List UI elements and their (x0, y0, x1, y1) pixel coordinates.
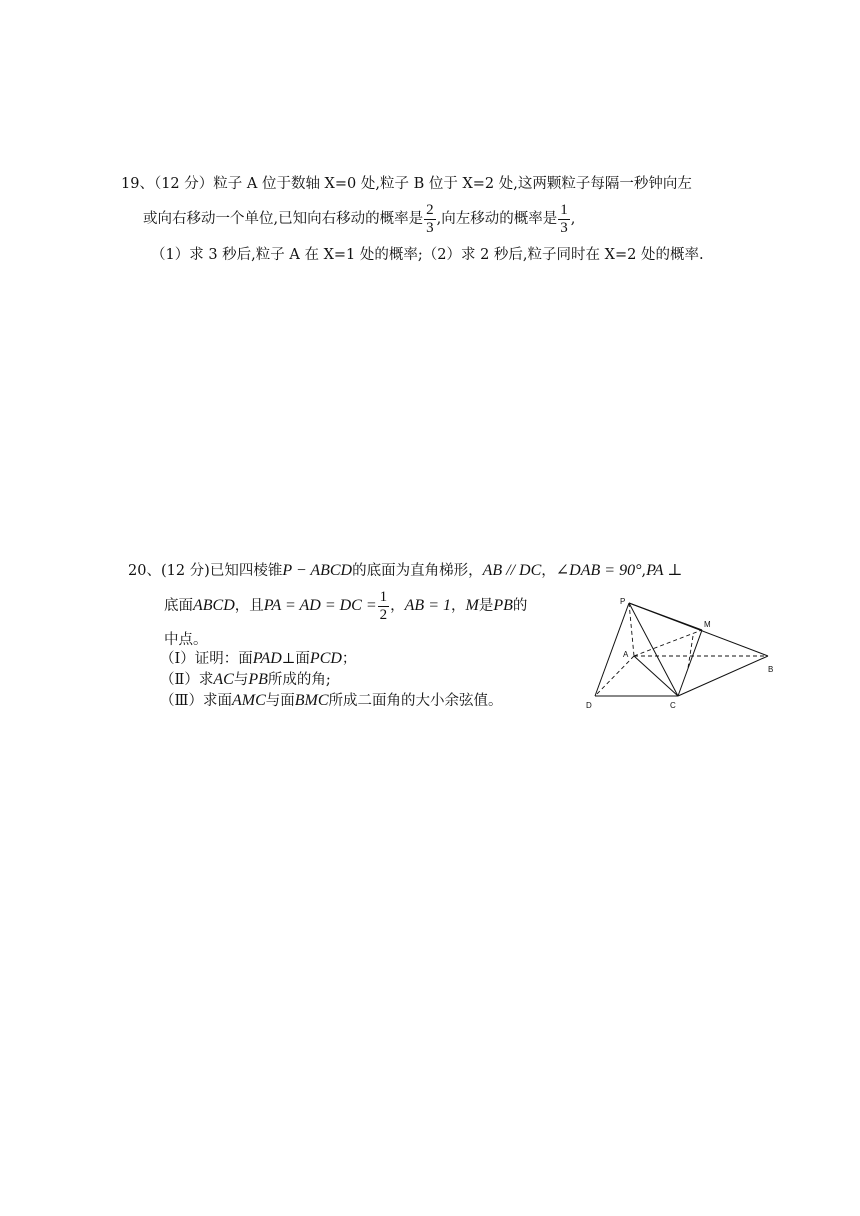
q20-math-angle: ∠DAB = 90° (555, 562, 642, 579)
label-c: C (670, 701, 676, 710)
label-p: P (620, 597, 626, 606)
q20-part-2 (160, 671, 331, 689)
q20-math-ab-length: AB = 1 (404, 597, 451, 614)
fraction-left-probability: $\frac{1}{3}$ (560, 201, 568, 236)
q20-part1-text-b: ⊥面 (281, 651, 310, 667)
q20-line-2 (164, 587, 527, 625)
q19-text-1: 19、（12 分）粒子 A 位于数轴 X=0 处,粒子 B 位于 X=2 处,这两颗粒子每隔一秒钟向左 (121, 176, 692, 192)
q20-math-base: ABCD (193, 597, 235, 614)
q20-part3-math-bmc: BMC (294, 692, 329, 709)
pyramid-figure (580, 592, 780, 716)
q20-part2-text-c: 所成的角; (267, 672, 331, 688)
edge-pm-c (629, 603, 702, 630)
q20-part-1 (160, 650, 356, 668)
q20-math-pb: PB (493, 597, 513, 614)
q20-text-2d: ， (450, 598, 466, 614)
label-b: B (768, 665, 774, 674)
q20-math-pyramid: P − ABCD (282, 562, 353, 579)
q20-text-2a: 底面 (164, 598, 193, 614)
q20-text-2e: 是 (478, 598, 494, 614)
q19-line-3 (151, 246, 704, 264)
q20-text-3: 中点。 (164, 632, 208, 648)
q19-text-2b: ,向左移动的概率是 (436, 211, 558, 227)
q20-text-2b: ，且 (234, 598, 264, 614)
q19-line-2 (143, 200, 575, 238)
edge-mc (678, 630, 702, 696)
q20-part2-text-a: （Ⅱ）求 (160, 672, 214, 688)
q20-math-m: M (465, 597, 479, 614)
q20-part-3 (160, 692, 503, 710)
q20-part1-text-a: （Ⅰ）证明：面 (160, 651, 253, 667)
label-d: D (586, 701, 592, 710)
q20-math-perp: PA ⊥ (646, 562, 683, 579)
q20-part2-math-ac: AC (213, 671, 234, 688)
q19-text-3: （1）求 3 秒后,粒子 A 在 X=1 处的概率;（2）求 2 秒后,粒子同时在 X=2 处的概率. (151, 247, 704, 263)
fraction-right-probability: $\frac{2}{3}$ (426, 201, 434, 236)
fraction-one-half: $\frac{1}{2}$ (379, 588, 388, 623)
q20-text-2c: ， (390, 598, 405, 614)
q20-math-parallel: AB // DC (482, 562, 542, 579)
q20-part3-text-b: 与面 (265, 693, 295, 709)
q20-part2-math-pb: PB (248, 671, 268, 688)
q20-part1-math-pcd: PCD (309, 650, 342, 667)
q20-text-1b: 的底面为直角梯形， (352, 563, 483, 579)
q20-part3-math-amc: AMC (231, 692, 266, 709)
q19-text-2a: 或向右移动一个单位,已知向右移动的概率是 (143, 211, 424, 227)
q20-text-1d: , (641, 563, 647, 579)
edge-ad-hidden (595, 656, 634, 696)
q20-part1-text-c: ； (341, 651, 357, 667)
edge-pc (629, 603, 678, 696)
q20-text-1c: ， (541, 563, 556, 579)
q20-text-2f: 的 (512, 598, 528, 614)
q20-part3-text-a: （Ⅲ）求面 (160, 693, 232, 709)
edge-cb (678, 656, 768, 696)
label-m: M (704, 620, 711, 629)
q20-part1-math-pad: PAD (252, 650, 282, 667)
q20-line-1 (128, 562, 682, 580)
edge-ac-solid (634, 656, 678, 696)
q19-line-1 (121, 175, 692, 193)
q19-text-2c: , (570, 211, 576, 227)
edge-mc-hidden (688, 636, 693, 668)
q20-part2-text-b: 与 (233, 672, 249, 688)
q20-text-1a: 20、(12 分)已知四棱锥 (128, 563, 283, 579)
q20-line-3 (164, 631, 208, 649)
label-a: A (623, 650, 629, 659)
q20-part3-text-c: 所成二面角的大小余弦值。 (328, 693, 503, 709)
q20-math-equal-lengths: PA = AD = DC = (263, 597, 377, 614)
